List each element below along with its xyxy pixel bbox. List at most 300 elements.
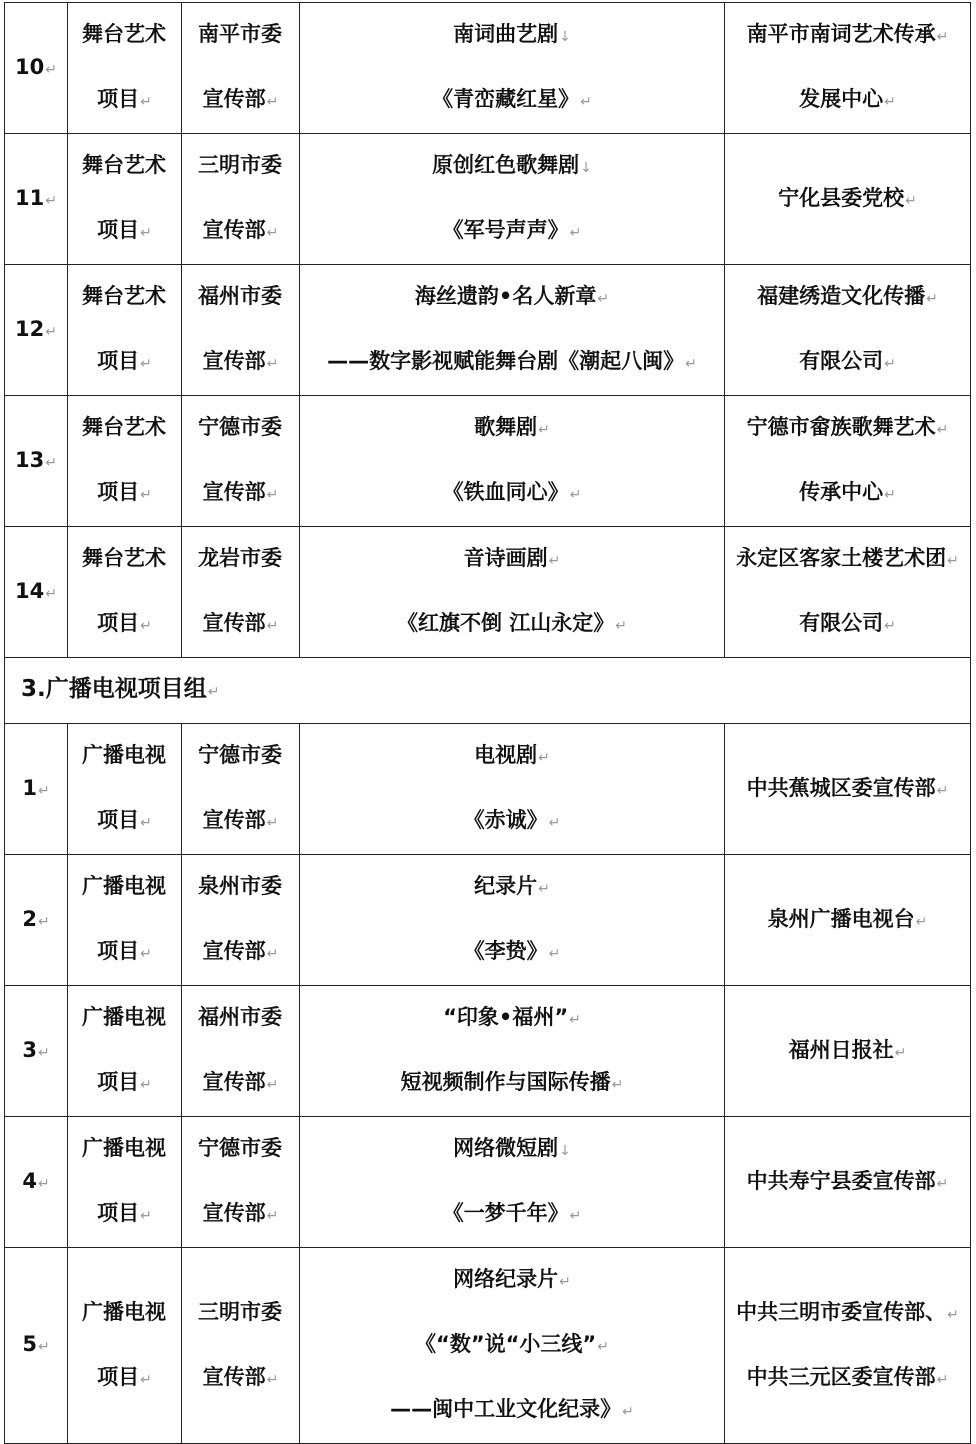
cell-text: 宁德市委 [198,415,282,439]
cell-line [300,265,724,330]
cell-text: 永定区客家土楼艺术团 [736,546,947,570]
cell-line [68,592,181,657]
table-row [5,986,971,1117]
cell-text: 2 [22,906,37,931]
paragraph-mark-icon: ↵ [207,684,220,700]
paragraph-mark-icon: ↵ [548,946,561,962]
cell-line [300,68,724,133]
paragraph-mark-icon: ↵ [140,618,152,634]
cell-line [182,855,299,920]
category-cell [68,396,182,527]
cell-text: 宣传部 [202,1364,266,1389]
cell-line [182,396,299,461]
paragraph-mark-icon: ↵ [45,454,57,471]
cell-text: 舞台艺术 [82,153,166,177]
category-cell [68,134,182,265]
cell-line [68,1051,181,1116]
cell-line [68,199,181,264]
row-number-cell [5,134,68,265]
cell-line [182,199,299,264]
cell-line [68,3,181,68]
paragraph-mark-icon: ↵ [266,356,279,372]
cell-text: 有限公司 [799,611,884,635]
paragraph-mark-icon: ↵ [45,585,57,602]
cell-line [68,789,181,854]
paragraph-mark-icon: ↵ [884,94,896,110]
cell-line [725,3,970,68]
cell-text: 10 [15,54,45,79]
section-heading [5,658,971,724]
cell-text: 宣传部 [202,1201,266,1225]
paragraph-mark-icon: ↵ [37,782,50,799]
cell-text: 龙岩市委 [198,546,282,570]
cell-line [5,36,67,101]
project-table-body [5,3,971,1444]
paragraph-mark-icon: ↵ [615,618,628,634]
project-title-cell [300,527,725,658]
cell-text: 14 [15,578,45,603]
cell-line [182,1051,299,1116]
cell-text: 广播电视 [82,874,166,898]
cell-text: ——数字影视赋能舞台剧《潮起八闽》 [327,349,685,373]
cell-text: 3 [22,1037,37,1062]
cell-line [182,527,299,592]
paragraph-mark-icon: ↵ [266,1371,279,1388]
organization-cell [725,855,971,986]
cell-text: 宣传部 [202,87,266,111]
cell-text: 宁德市畲族歌舞艺术 [746,415,936,439]
cell-text: 宁德市委 [198,1136,282,1160]
paragraph-mark-icon: ↵ [140,487,152,503]
paragraph-mark-icon: ↵ [266,815,279,831]
row-number-cell [5,1117,68,1248]
cell-line [300,1313,724,1378]
paragraph-mark-icon: ↓ [559,1143,571,1159]
cell-line [300,527,724,592]
cell-line [182,1117,299,1182]
paragraph-mark-icon: ↵ [936,422,949,438]
cell-line [300,1182,724,1247]
cell-text: 短视频制作与国际传播 [400,1070,611,1094]
cell-line [725,68,970,133]
paragraph-mark-icon: ↵ [548,815,561,831]
cell-line [182,1281,299,1346]
organization-cell [725,986,971,1117]
table-row [5,1248,971,1444]
cell-text: 歌舞剧 [474,415,538,439]
paragraph-mark-icon: ↵ [894,1044,907,1061]
cell-text: 宁德市委 [198,743,282,767]
cell-text: 三明市委 [198,1299,282,1324]
paragraph-mark-icon: ↵ [926,291,938,307]
cell-line [5,1150,67,1215]
cell-line [300,1378,724,1443]
paragraph-mark-icon: ↵ [569,487,582,503]
cell-text: 宣传部 [202,1070,266,1094]
cell-text: 传承中心 [799,480,884,504]
cell-text: 1 [22,775,37,800]
cell-text: 中共三明市委宣传部、 [736,1299,947,1324]
category-cell [68,1248,182,1444]
cell-text: 音诗画剧 [463,546,548,570]
cell-text: 福州日报社 [788,1037,894,1062]
cell-text: 项目 [97,1201,140,1225]
cell-text: 发展中心 [799,87,884,111]
cell-text: 项目 [97,611,140,635]
cell-text: 南平市委 [198,22,282,46]
cell-line [300,1051,724,1116]
project-title-cell [300,855,725,986]
paragraph-mark-icon: ↵ [140,815,152,831]
cell-text: 舞台艺术 [82,284,166,308]
organization-cell [725,724,971,855]
cell-line [182,789,299,854]
cell-text: 舞台艺术 [82,546,166,570]
department-cell [182,1248,300,1444]
cell-text: 项目 [97,218,140,242]
cell-line [182,724,299,789]
cell-line [725,265,970,330]
paragraph-mark-icon: ↵ [140,94,152,110]
paragraph-mark-icon: ↵ [266,1208,279,1224]
paragraph-mark-icon: ↵ [569,225,582,241]
department-cell [182,527,300,658]
cell-text: 《军号声声》 [442,218,569,242]
paragraph-mark-icon: ↵ [884,356,896,372]
cell-text: 中共三元区委宣传部 [746,1364,936,1389]
section-row [5,658,971,724]
cell-line [68,1182,181,1247]
paragraph-mark-icon: ↵ [936,1371,949,1388]
paragraph-mark-icon: ↵ [884,487,896,503]
cell-text: 宣传部 [202,218,266,242]
cell-line [5,560,67,625]
cell-text: 海丝遗韵•名人新章 [414,284,597,308]
cell-text: 《青峦藏红星》 [432,87,580,111]
cell-text: 纪录片 [474,874,538,898]
cell-text: “印象•福州” [443,1005,569,1029]
organization-cell [725,1248,971,1444]
paragraph-mark-icon: ↵ [936,1175,949,1192]
paragraph-mark-icon: ↵ [140,946,152,962]
project-title-cell [300,724,725,855]
row-number-cell [5,527,68,658]
paragraph-mark-icon: ↵ [947,553,959,569]
category-cell [68,1117,182,1248]
cell-line [300,789,724,854]
row-number-cell [5,1248,68,1444]
row-number-cell [5,3,68,134]
cell-line [725,592,970,657]
table-row [5,527,971,658]
paragraph-mark-icon: ↵ [140,1371,152,1388]
department-cell [182,134,300,265]
cell-text: 广播电视 [82,1299,166,1324]
cell-line [300,920,724,985]
cell-line [725,396,970,461]
paragraph-mark-icon: ↵ [266,487,279,503]
cell-line [68,1117,181,1182]
cell-line [182,134,299,199]
cell-line [300,855,724,920]
cell-line [68,330,181,395]
cell-line [725,757,970,822]
paragraph-mark-icon: ↵ [37,1175,50,1192]
cell-line [182,3,299,68]
row-number-cell [5,986,68,1117]
paragraph-mark-icon: ↵ [580,94,592,110]
paragraph-mark-icon: ↵ [569,1208,582,1224]
table-row [5,1117,971,1248]
cell-line [68,986,181,1051]
cell-text: 项目 [97,480,140,504]
cell-line [68,920,181,985]
paragraph-mark-icon: ↵ [266,225,279,241]
section-heading-text: 3.广播电视项目组 [21,676,207,702]
cell-text: 福州市委 [198,1005,282,1029]
cell-line [725,461,970,526]
cell-text: 网络纪录片 [453,1267,559,1291]
organization-cell [725,3,971,134]
cell-line [725,527,970,592]
cell-text: 宣传部 [202,808,266,832]
cell-text: 宣传部 [202,480,266,504]
cell-line [5,1019,67,1084]
organization-cell [725,265,971,396]
paragraph-mark-icon: ↵ [538,422,550,438]
table-row [5,396,971,527]
cell-line [5,757,67,822]
paragraph-mark-icon: ↵ [140,356,152,372]
cell-text: 4 [22,1168,37,1193]
project-title-cell [300,986,725,1117]
paragraph-mark-icon: ↵ [37,913,50,930]
category-cell [68,724,182,855]
department-cell [182,724,300,855]
paragraph-mark-icon: ↵ [37,1339,50,1355]
cell-line [68,724,181,789]
cell-text: 《“数”说“小三线” [415,1332,597,1356]
paragraph-mark-icon: ↵ [538,881,550,897]
department-cell [182,986,300,1117]
cell-line [725,1346,970,1411]
project-title-cell [300,396,725,527]
category-cell [68,855,182,986]
cell-line [725,888,970,953]
cell-text: 《李贽》 [463,939,548,963]
project-title-cell [300,265,725,396]
paragraph-mark-icon: ↵ [548,553,561,569]
cell-line [182,986,299,1051]
paragraph-mark-icon: ↵ [140,225,152,241]
row-number-cell [5,724,68,855]
organization-cell [725,396,971,527]
cell-line [182,1182,299,1247]
paragraph-mark-icon: ↵ [905,192,917,209]
cell-line [68,1346,181,1411]
cell-text: 南平市南词艺术传承 [746,22,936,46]
cell-line [300,724,724,789]
department-cell [182,396,300,527]
cell-text: 中共蕉城区委宣传部 [746,775,936,800]
cell-text: 5 [22,1332,37,1356]
paragraph-mark-icon: ↵ [569,1012,581,1028]
paragraph-mark-icon: ↵ [685,356,697,372]
cell-text: 项目 [97,1070,140,1094]
cell-text: 广播电视 [82,743,166,767]
cell-text: 福建绣造文化传播 [757,284,926,308]
cell-line [300,461,724,526]
paragraph-mark-icon: ↵ [947,1306,959,1323]
paragraph-mark-icon: ↵ [140,1077,152,1093]
cell-line [725,1019,970,1084]
category-cell [68,527,182,658]
cell-line [300,199,724,264]
cell-text: 三明市委 [198,153,282,177]
cell-line [68,68,181,133]
cell-text: 网络微短剧 [453,1136,559,1160]
cell-line [182,1346,299,1411]
cell-text: 项目 [97,939,140,963]
cell-text: 舞台艺术 [82,22,166,46]
paragraph-mark-icon: ↵ [936,782,949,799]
paragraph-mark-icon: ↵ [622,1404,634,1420]
cell-text: 原创红色歌舞剧 [432,153,580,177]
category-cell [68,986,182,1117]
project-title-cell [300,134,725,265]
cell-line [725,1150,970,1215]
table-row [5,265,971,396]
cell-text: 宁化县委党校 [778,185,905,210]
cell-text: 项目 [97,808,140,832]
cell-text: 宣传部 [202,611,266,635]
paragraph-mark-icon: ↵ [266,618,279,634]
cell-line [5,429,67,494]
paragraph-mark-icon: ↵ [45,323,57,340]
cell-line [725,330,970,395]
cell-line [68,134,181,199]
table-row [5,855,971,986]
cell-line [5,1313,67,1378]
paragraph-mark-icon: ↵ [266,94,279,110]
paragraph-mark-icon: ↵ [140,1208,152,1224]
department-cell [182,265,300,396]
paragraph-mark-icon: ↵ [266,946,279,962]
table-row [5,724,971,855]
cell-text: 有限公司 [799,349,884,373]
department-cell [182,3,300,134]
paragraph-mark-icon: ↵ [936,29,949,45]
category-cell [68,3,182,134]
organization-cell [725,1117,971,1248]
cell-text: 《赤诚》 [463,808,548,832]
project-table [4,2,971,1444]
cell-text: 项目 [97,87,140,111]
cell-text: 13 [15,447,45,472]
cell-text: 福州市委 [198,284,282,308]
paragraph-mark-icon: ↵ [45,61,57,78]
cell-line [68,855,181,920]
cell-line [68,265,181,330]
cell-line [300,3,724,68]
category-cell [68,265,182,396]
cell-text: 项目 [97,349,140,373]
cell-line [300,330,724,395]
cell-line [68,396,181,461]
cell-line [300,986,724,1051]
cell-line [182,68,299,133]
cell-text: 11 [15,185,45,210]
table-row [5,134,971,265]
cell-text: 南词曲艺剧 [453,22,559,46]
project-title-cell [300,1248,725,1444]
cell-line [5,888,67,953]
table-row [5,3,971,134]
cell-text: 中共寿宁县委宣传部 [746,1168,936,1193]
cell-line [300,396,724,461]
cell-line [725,167,970,232]
cell-line [5,167,67,232]
cell-line [182,330,299,395]
cell-line [182,461,299,526]
paragraph-mark-icon: ↵ [37,1044,50,1061]
paragraph-mark-icon: ↵ [611,1077,624,1093]
cell-text: 电视剧 [474,743,538,767]
cell-line [5,298,67,363]
cell-line [725,1281,970,1346]
cell-text: 《一梦千年》 [442,1201,569,1225]
paragraph-mark-icon: ↓ [559,29,571,45]
cell-line [182,265,299,330]
cell-text: 广播电视 [82,1005,166,1029]
cell-line [300,1248,724,1313]
cell-text: ——闽中工业文化纪录》 [390,1397,622,1421]
cell-line [68,1281,181,1346]
cell-text: 项目 [97,1364,140,1389]
project-title-cell [300,1117,725,1248]
row-number-cell [5,265,68,396]
paragraph-mark-icon: ↵ [559,1274,571,1290]
paragraph-mark-icon: ↵ [45,192,57,209]
cell-text: 《铁血同心》 [442,480,569,504]
paragraph-mark-icon: ↵ [538,750,550,766]
cell-text: 泉州广播电视台 [767,906,915,931]
cell-line [300,1117,724,1182]
paragraph-mark-icon: ↵ [597,291,610,307]
cell-line [182,592,299,657]
organization-cell [725,134,971,265]
paragraph-mark-icon: ↵ [884,618,896,634]
row-number-cell [5,396,68,527]
department-cell [182,1117,300,1248]
project-title-cell [300,3,725,134]
paragraph-mark-icon: ↓ [580,160,592,176]
cell-text: 宣传部 [202,939,266,963]
cell-line [68,461,181,526]
organization-cell [725,527,971,658]
cell-line [68,527,181,592]
cell-text: 舞台艺术 [82,415,166,439]
cell-text: 《红旗不倒 江山永定》 [396,611,615,635]
cell-line [300,134,724,199]
row-number-cell [5,855,68,986]
cell-text: 12 [15,316,45,341]
paragraph-mark-icon: ↵ [915,913,928,930]
paragraph-mark-icon: ↵ [266,1077,279,1093]
cell-line [300,592,724,657]
cell-text: 泉州市委 [198,874,282,898]
department-cell [182,855,300,986]
